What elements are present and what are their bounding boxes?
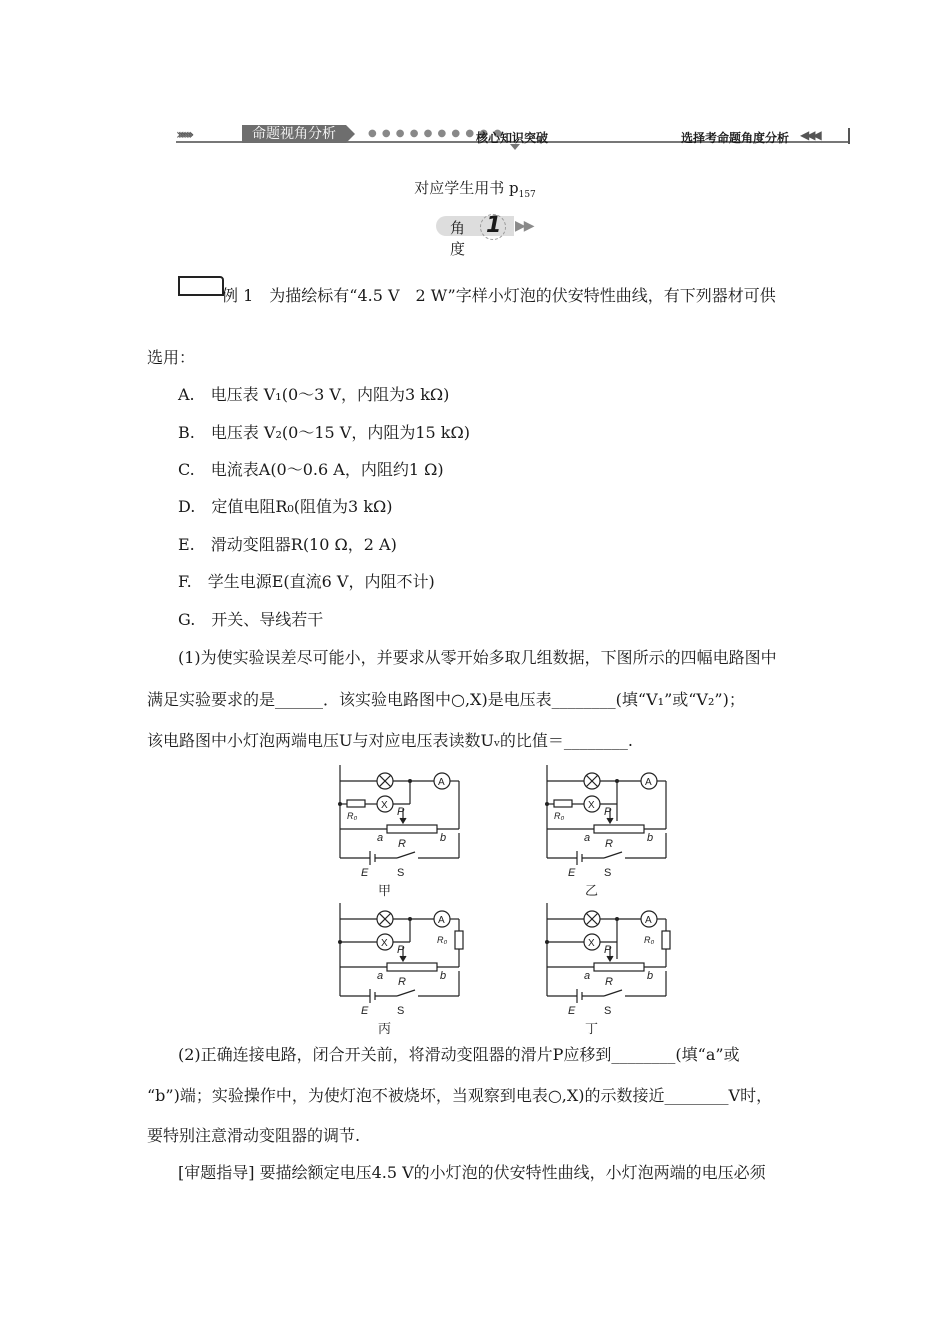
- voltmeter-label: X: [381, 800, 388, 811]
- r0-label: R₀: [644, 935, 655, 945]
- question2-line-3: 要特别注意滑动变阻器的调节.: [147, 1126, 361, 1145]
- circuit-caption: 甲: [378, 883, 392, 898]
- question1-line-1: (1)为使实验误差尽可能小，并要求从零开始多取几组数据，下图所示的四幅电路图中: [178, 648, 777, 667]
- ammeter-label: A: [645, 915, 652, 926]
- r0-label: R₀: [347, 811, 358, 821]
- banner-end-bar: [848, 128, 850, 144]
- switch-s-label: S: [397, 1005, 405, 1017]
- book-ref-text: 对应学生用书 p: [414, 179, 519, 197]
- option-d: D. 定值电阻R₀(阻值为3 kΩ): [178, 497, 393, 516]
- angle-number: 1: [486, 213, 502, 238]
- junction-dot: [615, 917, 619, 921]
- option-f: F. 学生电源E(直流6 V，内阻不计): [178, 572, 435, 591]
- circuit-3: [338, 903, 463, 1036]
- end-b-label: b: [440, 832, 447, 844]
- end-a-label: a: [584, 970, 591, 982]
- play-arrows-icon: ▶▶: [515, 218, 533, 234]
- battery-e-label: E: [568, 1005, 576, 1017]
- junction-dot: [545, 940, 549, 944]
- circuit-diagrams: [310, 755, 670, 1036]
- end-b-label: b: [647, 970, 654, 982]
- slider-p-label: P: [604, 806, 612, 818]
- down-arrow-icon: [510, 144, 520, 150]
- switch-s-label: S: [397, 867, 405, 879]
- battery-e-label: E: [568, 867, 576, 879]
- junction-dot: [615, 779, 619, 783]
- option-e: E. 滑动变阻器R(10 Ω，2 A): [178, 535, 397, 554]
- slider-p-label: P: [604, 944, 612, 956]
- guide-line: [审题指导] 要描绘额定电压4.5 V的小灯泡的伏安特性曲线，小灯泡两端的电压必须: [178, 1163, 766, 1182]
- circuit-caption: 丁: [585, 1021, 599, 1036]
- example-tag-box: [178, 276, 224, 296]
- book-reference: [0, 177, 950, 200]
- slider-p-label: P: [397, 806, 405, 818]
- end-a-label: a: [584, 832, 591, 844]
- option-b: B. 电压表 V₂(0～15 V，内阻为15 kΩ): [178, 423, 470, 442]
- circuit-caption: 丙: [378, 1021, 392, 1036]
- r0-label: R₀: [554, 811, 565, 821]
- banner-left-label: 命题视角分析: [242, 125, 346, 143]
- option-c: C. 电流表A(0～0.6 A，内阻约1 Ω): [178, 460, 444, 479]
- option-g: G. 开关、导线若干: [178, 610, 324, 629]
- book-ref-page: 157: [518, 190, 536, 200]
- chevrons-right-icon: ›››››››››: [176, 127, 191, 143]
- voltmeter-label: X: [381, 938, 388, 949]
- question1-line-3: 该电路图中小灯泡两端电压U与对应电压表读数Uᵥ的比值＝________.: [147, 731, 634, 750]
- banner-middle-label: 核心知识突破: [476, 131, 549, 145]
- angle-label: 角度: [450, 219, 466, 258]
- ammeter-label: A: [438, 777, 445, 788]
- circuit-4: [545, 903, 670, 1036]
- junction-dot: [408, 779, 412, 783]
- end-a-label: a: [377, 832, 384, 844]
- voltmeter-label: X: [588, 800, 595, 811]
- option-a: A. 电压表 V₁(0～3 V，内阻为3 kΩ): [178, 385, 450, 404]
- junction-dot: [408, 917, 412, 921]
- question2-line-2: “b”)端；实验操作中，为使灯泡不被烧坏，当观察到电表○,X)的示数接近________V时，: [147, 1086, 773, 1105]
- circuit-2: [545, 765, 666, 898]
- battery-e-label: E: [361, 1005, 369, 1017]
- junction-dot: [338, 940, 342, 944]
- banner-right-label: 选择考命题角度分析: [681, 131, 790, 145]
- example-line-1: 例 1 为描绘标有“4.5 V 2 W”字样小灯泡的伏安特性曲线，有下列器材可供: [222, 286, 776, 305]
- dots-decoration: ● ● ● ● ● ● ● ● ● ●: [368, 128, 503, 139]
- r0-label: R₀: [437, 935, 448, 945]
- junction-dot: [338, 802, 342, 806]
- section-banner: [176, 124, 850, 148]
- question2-line-1: (2)正确连接电路，闭合开关前，将滑动变阻器的滑片P应移到________(填“a”或: [178, 1045, 740, 1064]
- chevrons-left-icon: ◀◀◀: [800, 128, 819, 142]
- junction-dot: [545, 802, 549, 806]
- switch-s-label: S: [604, 867, 612, 879]
- rheostat-r-label: R: [398, 838, 406, 850]
- rheostat-r-label: R: [398, 976, 406, 988]
- end-b-label: b: [440, 970, 447, 982]
- circuit-1: [338, 765, 459, 898]
- example-line-2: 选用：: [147, 348, 196, 367]
- slider-p-label: P: [397, 944, 405, 956]
- voltmeter-label: X: [588, 938, 595, 949]
- rheostat-r-label: R: [605, 838, 613, 850]
- end-a-label: a: [377, 970, 384, 982]
- battery-e-label: E: [361, 867, 369, 879]
- ammeter-label: A: [645, 777, 652, 788]
- circuit-caption: 乙: [585, 883, 599, 898]
- rheostat-r-label: R: [605, 976, 613, 988]
- question1-line-2: 满足实验要求的是______．该实验电路图中○,X)是电压表________(填“V₁”或“V₂”)；: [147, 690, 745, 709]
- ammeter-label: A: [438, 915, 445, 926]
- switch-s-label: S: [604, 1005, 612, 1017]
- end-b-label: b: [647, 832, 654, 844]
